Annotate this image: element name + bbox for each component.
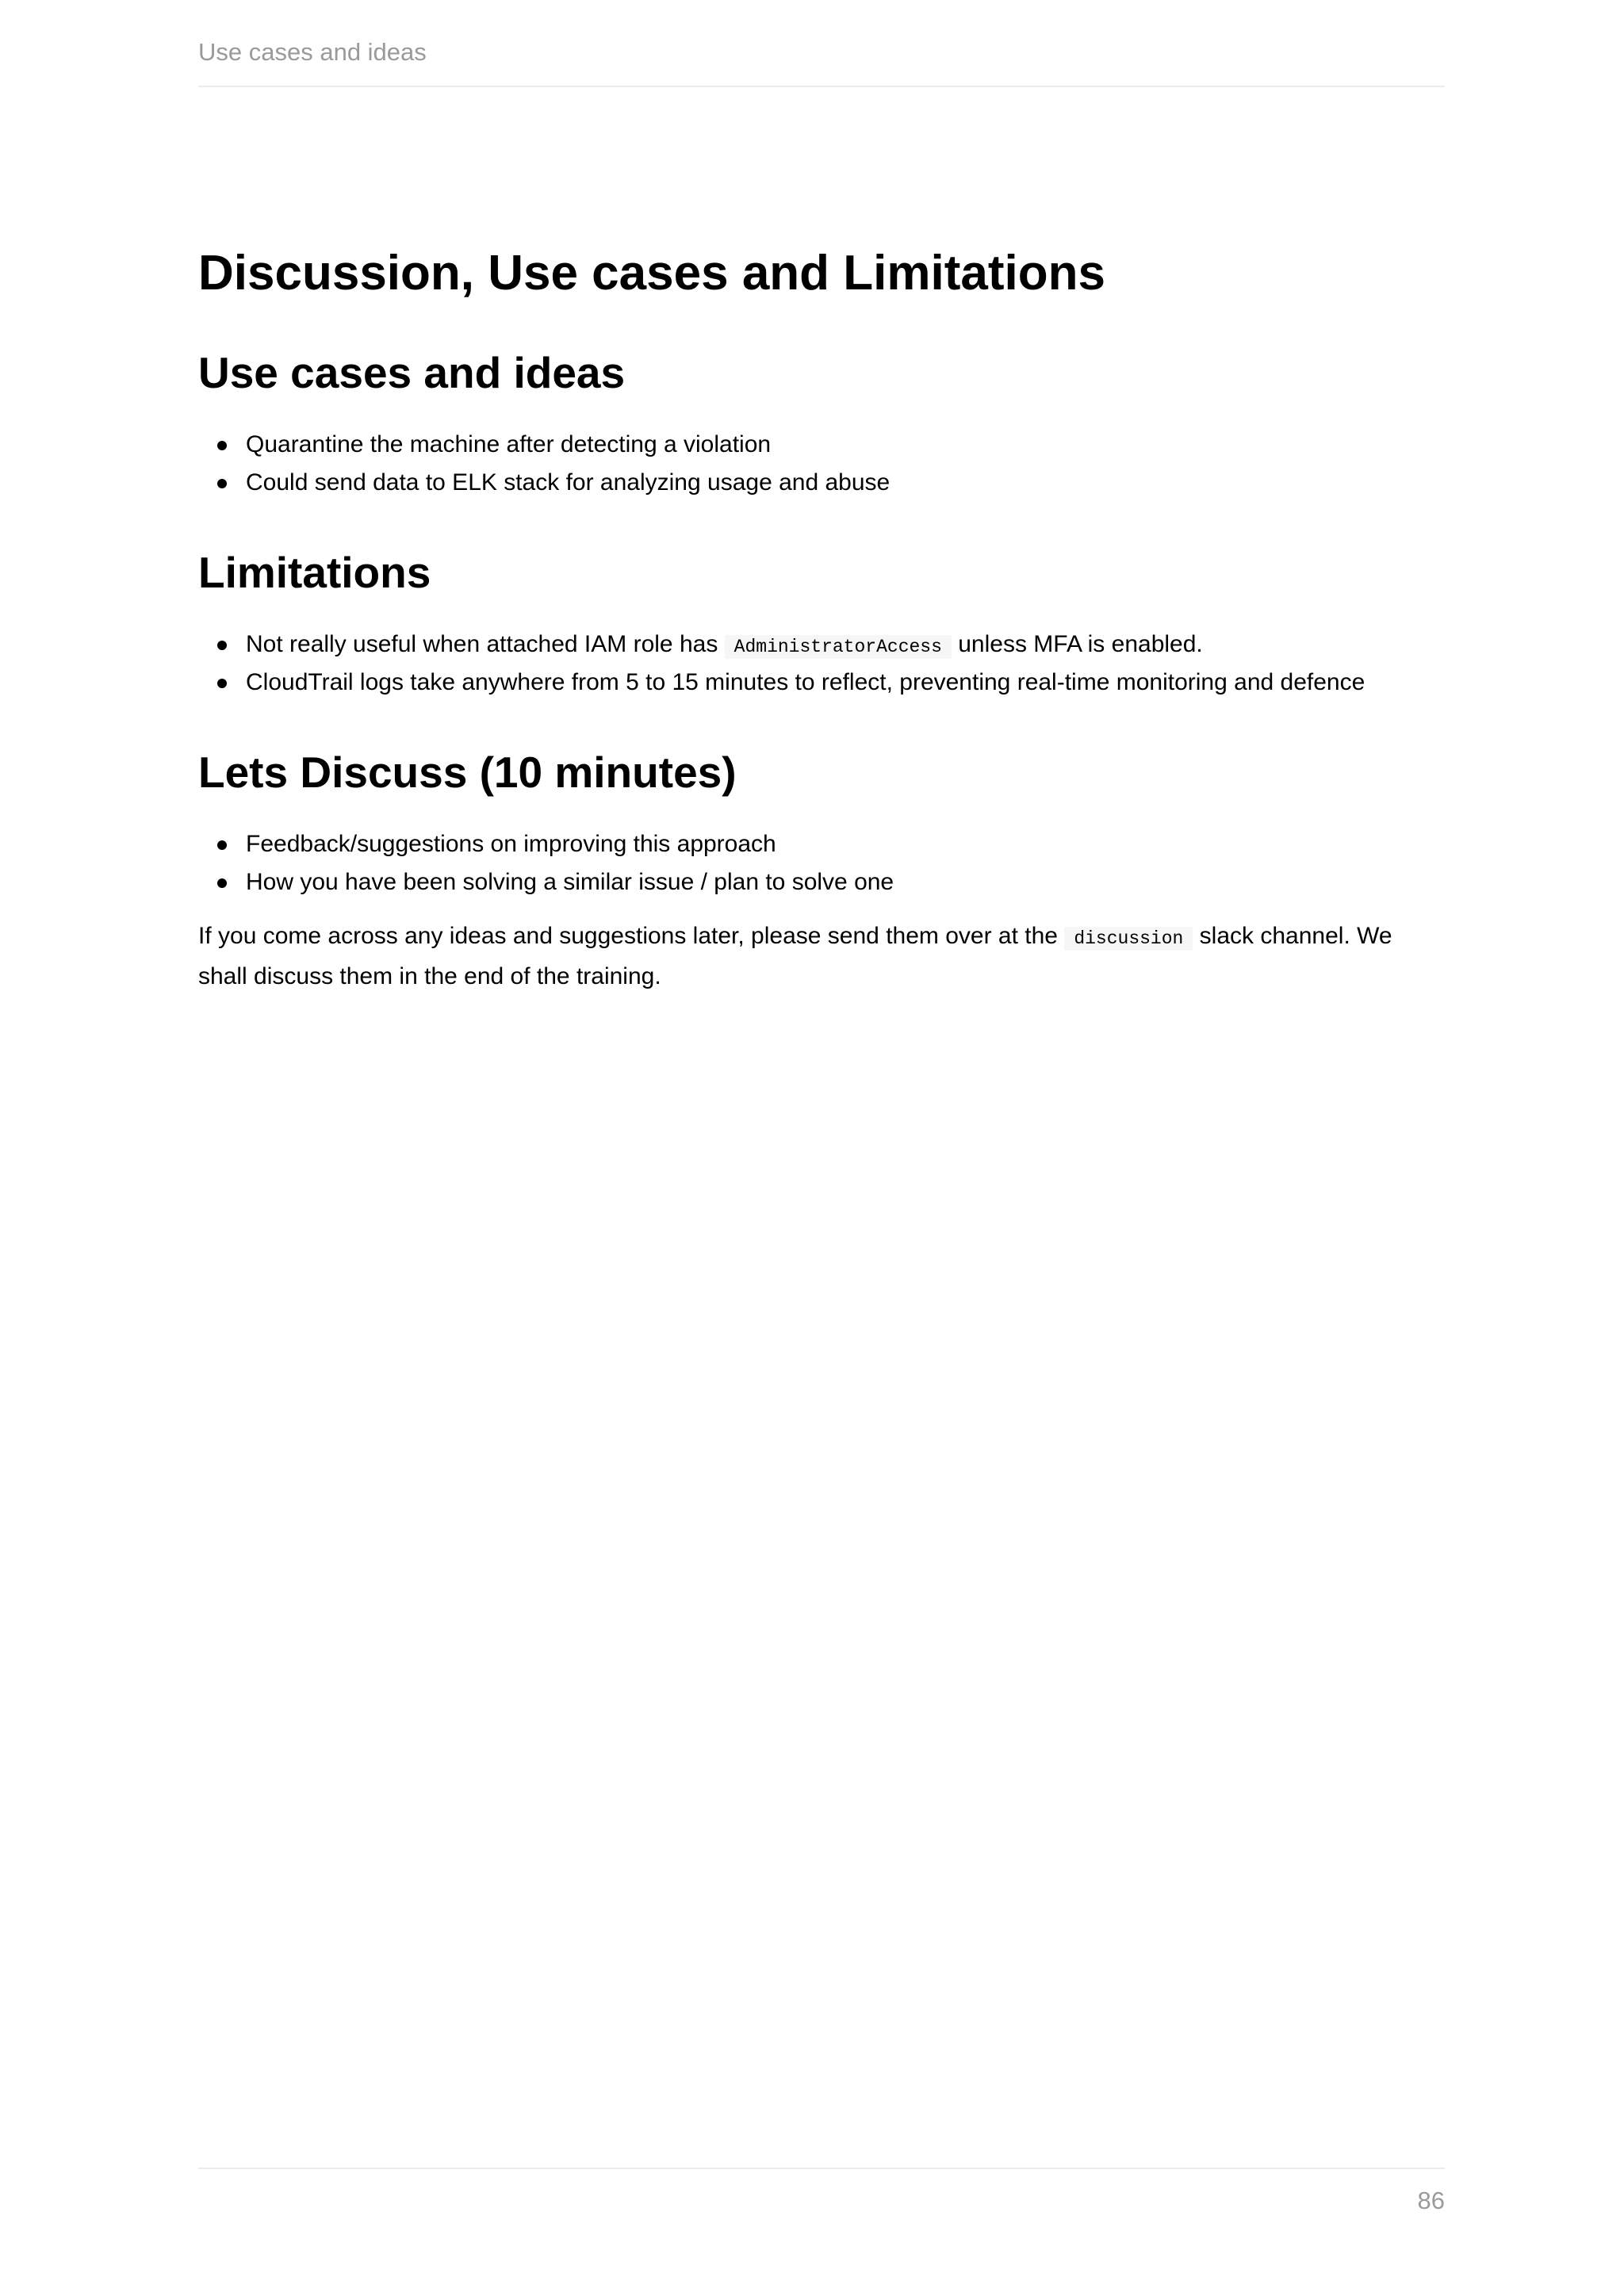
page-title: Discussion, Use cases and Limitations — [198, 246, 1105, 300]
list-item — [198, 825, 1445, 863]
discussion-list — [198, 825, 1445, 901]
section-heading-lets-discuss: Lets Discuss (10 minutes) — [198, 748, 737, 797]
paragraph-text-after: slack channel. We shall discuss them in the end of the training. — [198, 923, 1392, 989]
list-item — [198, 664, 1445, 702]
section-lets-discuss — [198, 744, 1445, 996]
bullet-icon — [217, 441, 227, 450]
paragraph-text-before: If you come across any ideas and suggestions later, please send them over at the — [198, 923, 1065, 949]
main-content — [198, 242, 1445, 996]
list-item-text-after: unless MFA is enabled. — [951, 631, 1203, 657]
discussion-paragraph — [198, 917, 1445, 996]
limitations-list — [198, 626, 1445, 702]
list-item — [198, 626, 1445, 664]
list-item — [198, 863, 1445, 901]
bullet-icon — [217, 878, 227, 888]
list-item-text: How you have been solving a similar issue / plan to solve one — [246, 869, 894, 895]
use-cases-list — [198, 426, 1445, 502]
running-header-title: Use cases and ideas — [198, 38, 427, 66]
list-item-text: Quarantine the machine after detecting a violation — [246, 431, 772, 457]
list-item — [198, 426, 1445, 464]
list-item-text: CloudTrail logs take anywhere from 5 to 15 minutes to reflect, preventing real-time monitoring and defence — [246, 669, 1365, 695]
list-item — [198, 464, 1445, 502]
section-use-cases — [198, 345, 1445, 502]
section-heading-limitations: Limitations — [198, 548, 431, 597]
bullet-icon — [217, 479, 227, 488]
bullet-icon — [217, 641, 227, 650]
inline-code-administrator-access: AdministratorAccess — [725, 635, 952, 659]
bullet-icon — [217, 679, 227, 688]
page-number: 86 — [1417, 2187, 1445, 2214]
list-item-text: Feedback/suggestions on improving this approach — [246, 831, 776, 857]
running-header — [198, 36, 1445, 87]
list-item-text: Could send data to ELK stack for analyzing usage and abuse — [246, 469, 891, 496]
section-heading-use-cases: Use cases and ideas — [198, 348, 626, 397]
inline-code-discussion: discussion — [1064, 927, 1193, 951]
bullet-icon — [217, 840, 227, 850]
running-footer — [198, 2168, 1445, 2214]
list-item-text-before: Not really useful when attached IAM role has — [246, 631, 725, 657]
section-limitations — [198, 545, 1445, 702]
